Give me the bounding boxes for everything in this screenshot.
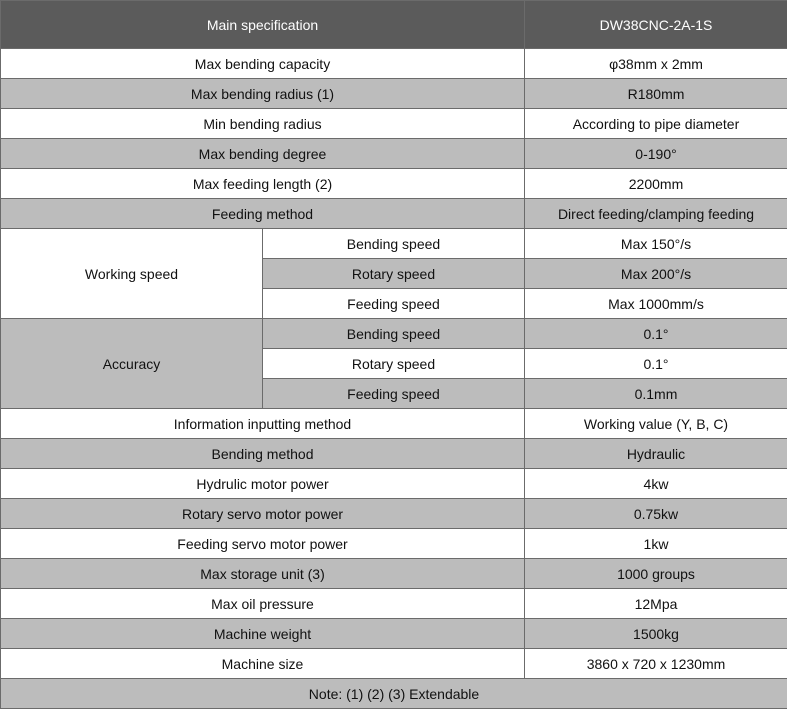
spec-value: 3860 x 720 x 1230mm (525, 649, 787, 679)
spec-value: Working value (Y, B, C) (525, 409, 787, 439)
table-row (1, 139, 787, 169)
spec-value: 1000 groups (525, 559, 787, 589)
spec-label: Max bending capacity (1, 49, 525, 79)
spec-value: Max 1000mm/s (525, 289, 787, 319)
sub-label: Bending speed (263, 229, 525, 259)
spec-label: Max bending radius (1) (1, 79, 525, 109)
spec-value: Direct feeding/clamping feeding (525, 199, 787, 229)
sub-label: Rotary speed (263, 259, 525, 289)
table-row (1, 589, 787, 619)
spec-value: According to pipe diameter (525, 109, 787, 139)
table-row (1, 469, 787, 499)
table-row (1, 619, 787, 649)
spec-value: 1500kg (525, 619, 787, 649)
spec-value: 2200mm (525, 169, 787, 199)
spec-label: Machine weight (1, 619, 525, 649)
spec-value: Hydraulic (525, 439, 787, 469)
spec-value: 0.1° (525, 349, 787, 379)
spec-label: Max storage unit (3) (1, 559, 525, 589)
table-row (1, 169, 787, 199)
spec-value: 0-190° (525, 139, 787, 169)
table-row (1, 199, 787, 229)
spec-value: 0.1mm (525, 379, 787, 409)
spec-value: 1kw (525, 529, 787, 559)
spec-value: 0.75kw (525, 499, 787, 529)
note-row (1, 679, 787, 709)
table-row (1, 499, 787, 529)
table-row (1, 49, 787, 79)
spec-label: Max feeding length (2) (1, 169, 525, 199)
table-row (1, 109, 787, 139)
sub-label: Bending speed (263, 319, 525, 349)
table-row (1, 409, 787, 439)
spec-value: R180mm (525, 79, 787, 109)
header-label: Main specification (1, 1, 525, 49)
table-row (1, 439, 787, 469)
spec-value: Max 200°/s (525, 259, 787, 289)
spec-value: 12Mpa (525, 589, 787, 619)
sub-label: Feeding speed (263, 289, 525, 319)
note-text: Note: (1) (2) (3) Extendable (1, 679, 787, 709)
spec-label: Feeding method (1, 199, 525, 229)
group-label-working-speed: Working speed (1, 229, 263, 319)
spec-label: Information inputting method (1, 409, 525, 439)
header-model: DW38CNC-2A-1S (525, 1, 787, 49)
table-row (1, 79, 787, 109)
sub-label: Rotary speed (263, 349, 525, 379)
spec-value: φ38mm x 2mm (525, 49, 787, 79)
table-row (1, 319, 787, 349)
spec-value: 0.1° (525, 319, 787, 349)
spec-value: 4kw (525, 469, 787, 499)
table-row (1, 559, 787, 589)
spec-label: Feeding servo motor power (1, 529, 525, 559)
table-row (1, 229, 787, 259)
spec-value: Max 150°/s (525, 229, 787, 259)
table-row (1, 649, 787, 679)
spec-label: Min bending radius (1, 109, 525, 139)
group-label-accuracy: Accuracy (1, 319, 263, 409)
spec-label: Machine size (1, 649, 525, 679)
spec-label: Bending method (1, 439, 525, 469)
spec-label: Hydrulic motor power (1, 469, 525, 499)
table-row (1, 529, 787, 559)
spec-label: Max bending degree (1, 139, 525, 169)
header-row (1, 1, 787, 49)
spec-label: Rotary servo motor power (1, 499, 525, 529)
sub-label: Feeding speed (263, 379, 525, 409)
spec-label: Max oil pressure (1, 589, 525, 619)
